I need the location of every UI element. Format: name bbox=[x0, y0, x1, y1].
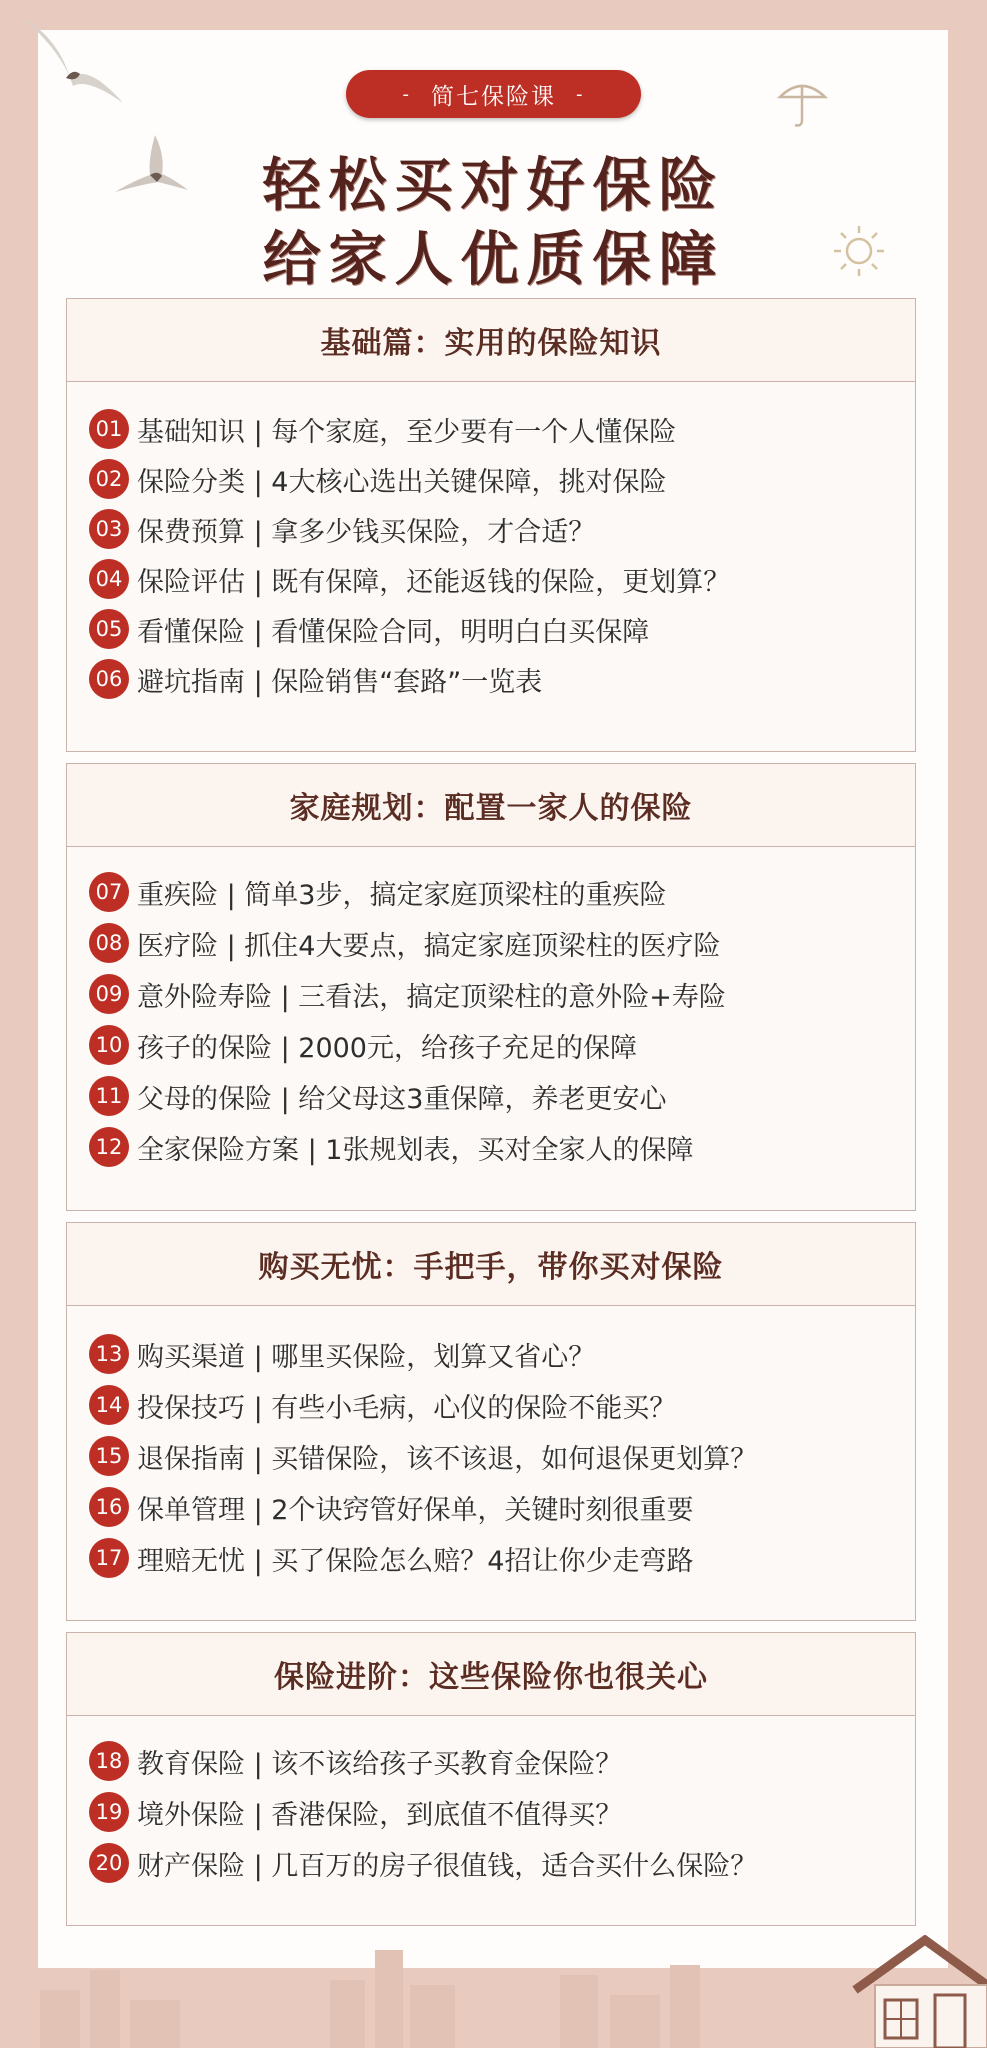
item-number-badge: 07 bbox=[89, 872, 129, 912]
item-number-badge: 18 bbox=[89, 1741, 129, 1781]
item-number-badge: 04 bbox=[89, 559, 129, 599]
item-number-badge: 02 bbox=[89, 459, 129, 499]
section-family-planning bbox=[66, 763, 916, 1211]
item-text: 理赔无忧 | 买了保险怎么赔？4招让你少走弯路 bbox=[137, 1545, 694, 1577]
list-item[interactable] bbox=[89, 918, 720, 968]
page-title-line1: 轻松买对好保险 bbox=[262, 151, 725, 219]
badge-label: 简七保险课 bbox=[431, 83, 556, 110]
item-number-badge: 14 bbox=[89, 1385, 129, 1425]
list-item[interactable] bbox=[89, 969, 726, 1019]
section-advanced bbox=[66, 1632, 916, 1926]
item-text: 退保指南 | 买错保险，该不该退，如何退保更划算？ bbox=[137, 1443, 758, 1475]
item-number-badge: 16 bbox=[89, 1487, 129, 1527]
item-number-badge: 15 bbox=[89, 1436, 129, 1476]
section-heading: 购买无忧：手把手，带你买对保险 bbox=[67, 1223, 915, 1306]
item-text: 看懂保险 | 看懂保险合同，明明白白买保障 bbox=[137, 616, 650, 648]
seagull-icon bbox=[18, 8, 128, 108]
item-number-badge: 11 bbox=[89, 1076, 129, 1116]
list-item[interactable] bbox=[89, 1071, 666, 1121]
item-text: 全家保险方案 | 1张规划表，买对全家人的保障 bbox=[137, 1134, 694, 1166]
list-item[interactable] bbox=[89, 554, 730, 604]
item-text: 医疗险 | 抓住4大要点，搞定家庭顶梁柱的医疗险 bbox=[137, 930, 721, 962]
badge-dash-right: - bbox=[576, 83, 585, 105]
item-number-badge: 05 bbox=[89, 609, 129, 649]
list-item[interactable] bbox=[89, 1838, 757, 1888]
page-title-line2: 给家人优质保障 bbox=[262, 225, 725, 293]
item-text: 投保技巧 | 有些小毛病，心仪的保险不能买？ bbox=[137, 1392, 677, 1424]
section-basics bbox=[66, 298, 916, 752]
item-number-badge: 13 bbox=[89, 1334, 129, 1374]
item-number-badge: 09 bbox=[89, 974, 129, 1014]
item-text: 保险分类 | 4大核心选出关键保障，挑对保险 bbox=[137, 466, 667, 498]
section-heading: 基础篇：实用的保险知识 bbox=[67, 299, 915, 382]
section-heading: 保险进阶：这些保险你也很关心 bbox=[67, 1633, 915, 1716]
item-text: 保单管理 | 2个诀窍管好保单，关键时刻很重要 bbox=[137, 1494, 694, 1526]
house-icon bbox=[850, 1935, 987, 2048]
badge-dash-left: - bbox=[402, 83, 411, 105]
list-item[interactable] bbox=[89, 1020, 637, 1070]
item-text: 基础知识 | 每个家庭，至少要有一个人懂保险 bbox=[137, 416, 677, 448]
item-text: 避坑指南 | 保险销售“套路”一览表 bbox=[137, 666, 543, 698]
item-text: 父母的保险 | 给父母这3重保障，养老更安心 bbox=[137, 1083, 667, 1115]
list-item[interactable] bbox=[89, 454, 666, 504]
list-item[interactable] bbox=[89, 1787, 622, 1837]
list-item[interactable] bbox=[89, 1533, 693, 1583]
item-text: 购买渠道 | 哪里买保险，划算又省心？ bbox=[137, 1341, 596, 1373]
item-text: 境外保险 | 香港保险，到底值不值得买？ bbox=[137, 1799, 623, 1831]
list-item[interactable] bbox=[89, 404, 676, 454]
list-item[interactable] bbox=[89, 1329, 595, 1379]
item-number-badge: 08 bbox=[89, 923, 129, 963]
item-text: 意外险寿险 | 三看法，搞定顶梁柱的意外险+寿险 bbox=[137, 981, 726, 1013]
item-number-badge: 12 bbox=[89, 1127, 129, 1167]
list-item[interactable] bbox=[89, 504, 595, 554]
item-number-badge: 19 bbox=[89, 1792, 129, 1832]
list-item[interactable] bbox=[89, 1736, 622, 1786]
section-buying bbox=[66, 1222, 916, 1621]
list-item[interactable] bbox=[89, 1122, 693, 1172]
city-skyline-icon bbox=[0, 1930, 987, 2048]
item-number-badge: 06 bbox=[89, 659, 129, 699]
list-item[interactable] bbox=[89, 867, 666, 917]
list-item[interactable] bbox=[89, 1431, 757, 1481]
course-badge bbox=[346, 70, 641, 118]
list-item[interactable] bbox=[89, 1380, 676, 1430]
item-text: 孩子的保险 | 2000元，给孩子充足的保障 bbox=[137, 1032, 637, 1064]
item-text: 保险评估 | 既有保障，还能返钱的保险，更划算？ bbox=[137, 566, 731, 598]
umbrella-icon bbox=[775, 75, 830, 130]
item-text: 财产保险 | 几百万的房子很值钱，适合买什么保险？ bbox=[137, 1850, 758, 1882]
item-number-badge: 20 bbox=[89, 1843, 129, 1883]
list-item[interactable] bbox=[89, 604, 649, 654]
item-number-badge: 03 bbox=[89, 509, 129, 549]
item-text: 重疾险 | 简单3步，搞定家庭顶梁柱的重疾险 bbox=[137, 879, 667, 911]
item-text: 保费预算 | 拿多少钱买保险，才合适？ bbox=[137, 516, 596, 548]
list-item[interactable] bbox=[89, 654, 542, 704]
item-text: 教育保险 | 该不该给孩子买教育金保险？ bbox=[137, 1748, 623, 1780]
list-item[interactable] bbox=[89, 1482, 693, 1532]
item-number-badge: 01 bbox=[89, 409, 129, 449]
item-number-badge: 10 bbox=[89, 1025, 129, 1065]
section-heading: 家庭规划：配置一家人的保险 bbox=[67, 764, 915, 847]
item-number-badge: 17 bbox=[89, 1538, 129, 1578]
